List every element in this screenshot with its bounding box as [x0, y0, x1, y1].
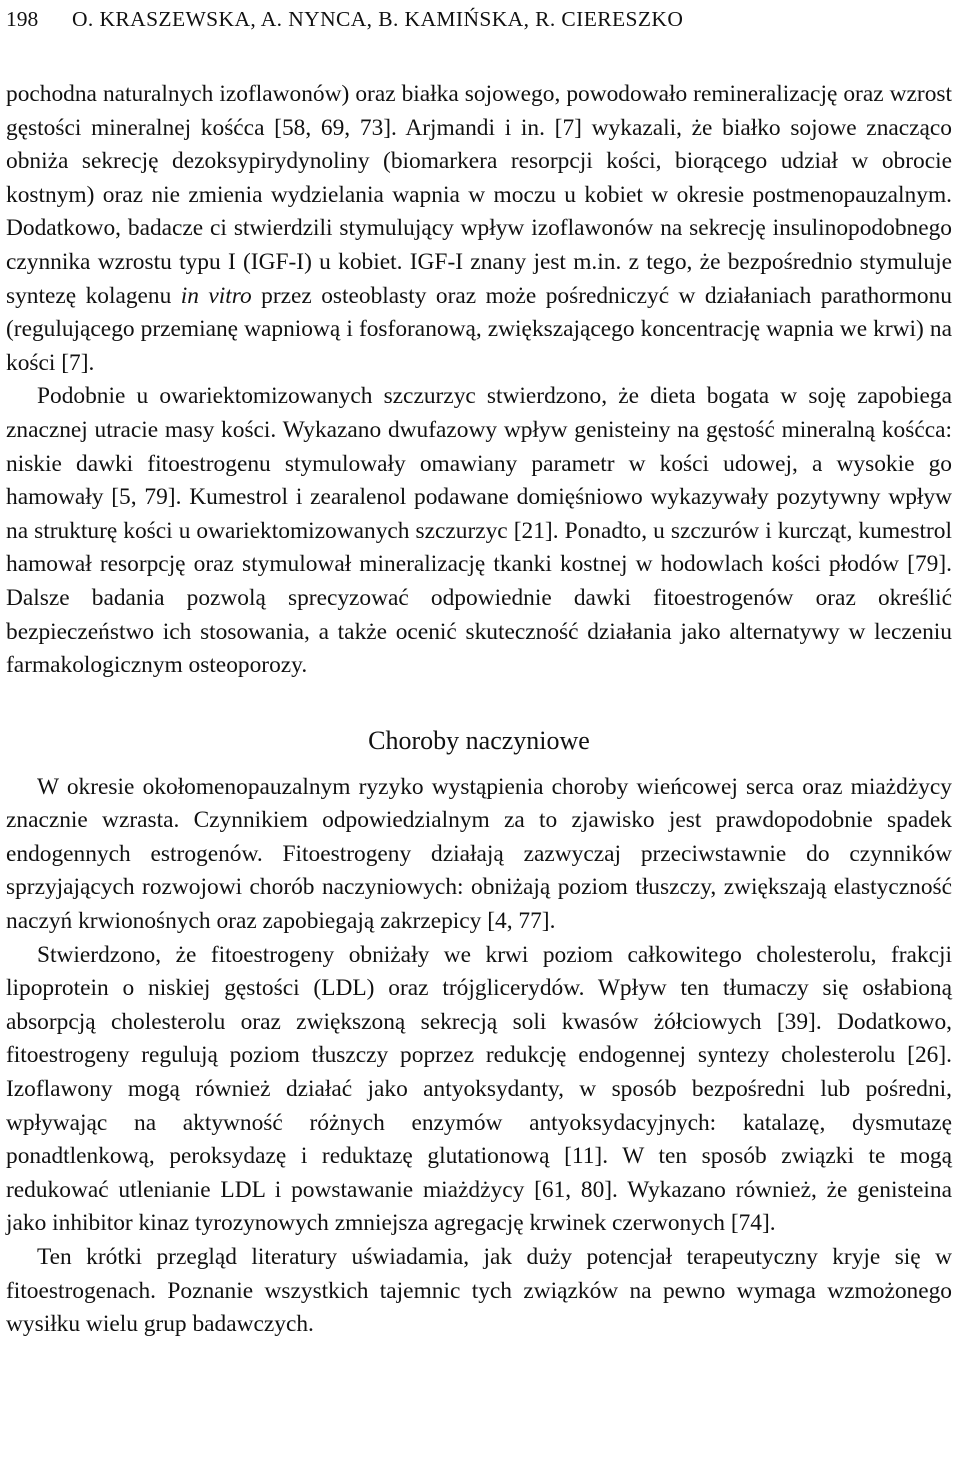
- paragraph: Stwierdzono, że fitoestrogeny obniżały we krwi poziom całkowitego cholesterolu, frakcji lipoprotein o niskiej gęstości (LDL) oraz trójglicerydów. Wpływ ten tłumaczy się osłabioną absorpcją cholesterolu oraz zwiększoną sekrecją soli kwasów żółciowych [39]. Dodatkowo, fitoestrogeny regulują poziom tłuszczy poprzez redukcję endogennej syntezy cholesterolu [26]. Izoflawony mogą również działać jako antyoksydanty, w sposób bezpośredni lub pośredni, wpływając na aktywność różnych enzymów antyoksydacyjnych: katalazę, dysmutazę ponadtlenkową, peroksydazę i reduktazę glutationową [11]. W ten sposób związki te mogą redukować utlenianie LDL i powstawanie miażdżycy [61, 80]. Wykazano również, że genisteina jako inhibitor kinaz tyrozynowych zmniejsza agregację krwinek czerwonych [74].: [6, 941, 952, 1237]
- section-heading: Choroby naczyniowe: [368, 725, 590, 755]
- italic-term: in vitro: [180, 282, 252, 309]
- page-number: 198: [6, 7, 39, 31]
- paragraph-text: przez osteoblasty oraz może pośredniczyć w działaniach parathormonu (regulującego przemianę wapniową i fosforanową, zwiększającego koncentrację wapnia we krwi) na kości [7].: [6, 282, 953, 376]
- paragraph-text: pochodna naturalnych izoflawonów) oraz białka sojowego, powodowało remineralizację oraz wzrost gęstości mineralnej kośćca [58, 69, 73]. Arjmandi i in. [7] wykazali, że białko sojowe znacząco obniża sekrecję dezoksypirydynoliny (biomarkera resorpcji kości, biorącego udział w obrocie kostnym) oraz nie zmienia wydzielania wapnia w moczu u kobiet w okresie postmenopauzalnym. Dodatkowo, badacze ci stwierdzili stymulujący wpływ izoflawonów na sekrecję insulinopodobnego czynnika wzrostu typu I (IGF-I) u kobiet. IGF-I znany jest m.in. z tego, że bezpośrednio stymuluje syntezę kolagenu: [6, 81, 952, 309]
- running-header-authors: O. KRASZEWSKA, A. NYNCA, B. KAMIŃSKA, R. CIERESZKO: [72, 7, 684, 31]
- article-body: [6, 78, 952, 1342]
- paragraph: Podobnie u owariektomizowanych szczurzyc stwierdzono, że dieta bogata w soję zapobiega znacznej utracie masy kości. Wykazano dwufazowy wpływ genisteiny na gęstość mineralną kośćca: niskie dawki fitoestrogenu stymulowały omawiany parametr w kości udowej, a wysokie go hamowały [5, 79]. Kumestrol i zearalenol podawane domięśniowo wykazywały pozytywny wpływ na strukturę kości u owariektomizowanych szczurzyc [21]. Ponadto, u szczurów i kurcząt, kumestrol hamował resorpcję oraz stymulował mineralizację tkanki kostnej w hodowlach kości płodów [79]. Dalsze badania pozwolą sprecyzować odpowiednie dawki fitoestrogenów oraz określić bezpieczeństwo ich stosowania, a także ocenić skuteczność działania jako alternatywy w leczeniu farmakologicznym osteoporozy.: [6, 383, 952, 679]
- running-header: [6, 4, 952, 34]
- paragraph: W okresie okołomenopauzalnym ryzyko wystąpienia choroby wieńcowej serca oraz miażdżycy znacznie wzrasta. Czynnikiem odpowiedzialnym za to zjawisko jest prawdopodobnie spadek endogennych estrogenów. Fitoestrogeny działają zazwyczaj przeciwstawnie do czynników sprzyjających rozwojowi chorób naczyniowych: obniżają poziom tłuszczy, zwiększają elastyczność naczyń krwionośnych oraz zapobiegają zakrzepicy [4, 77].: [6, 773, 952, 935]
- paragraph: Ten krótki przegląd literatury uświadamia, jak duży potencjał terapeutyczny kryje się w fitoestrogenach. Poznanie wszystkich tajemnic tych związków na pewno wymaga wzmożonego wysiłku wielu grup badawczych.: [6, 1244, 952, 1338]
- paragraph-continued: [6, 78, 952, 380]
